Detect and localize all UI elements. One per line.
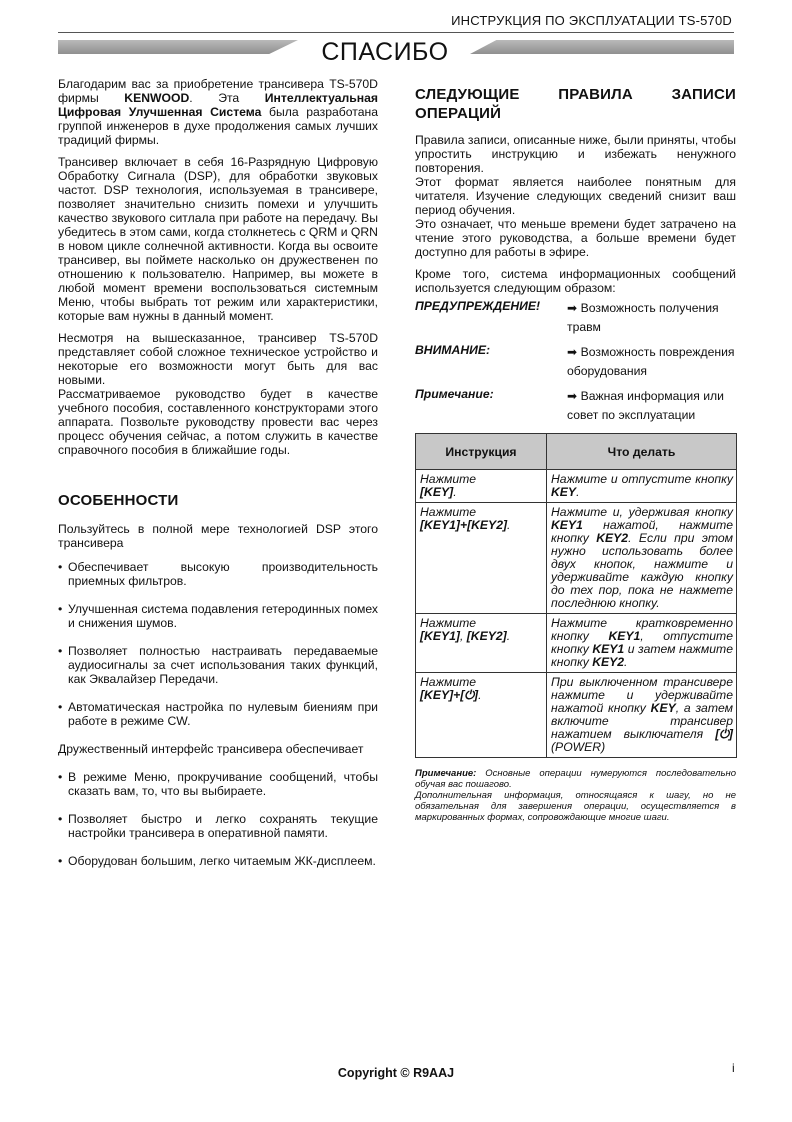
instruction-cell: Нажмите [KEY]. xyxy=(416,470,547,503)
right-column xyxy=(415,85,736,823)
list-item: • В режиме Меню, прокручивание сообщений, чтобы сказать вам, то, что вы выбираете. xyxy=(58,770,378,798)
list-item: • Обеспечивает высокую производительность приемных фильтров. xyxy=(58,560,378,588)
instruction-cell: Нажмите [KEY1], [KEY2]. xyxy=(416,614,547,673)
action-cell: Нажмите и отпустите кнопку KEY. xyxy=(547,470,737,503)
rules-paragraph-2: Этот формат является наиболее понятным для читателя. Изучение следующих сведений снизит ваш период обучения. xyxy=(415,175,736,217)
system-name: Интеллектуальная Цифровая Улучшенная Система xyxy=(58,91,378,119)
table-header-row xyxy=(416,434,737,470)
instruction-cell: Нажмите [KEY]+[⏻]. xyxy=(416,673,547,758)
action-cell: Нажмите кратковременно кнопку KEY1, отпустите кнопку KEY1 и затем нажмите кнопку KEY2. xyxy=(547,614,737,673)
list-item: • Оборудован большим, легко читаемым ЖК-дисплеем. xyxy=(58,854,376,868)
features-heading: ОСОБЕННОСТИ xyxy=(58,492,179,509)
complexity-paragraph: Несмотря на вышесказанное, трансивер TS-570D представляет собой сложное техническое устройство и некоторые его возможности могут быть для вас новыми. xyxy=(58,331,378,387)
label-warning: ПРЕДУПРЕЖДЕНИЕ! ➡ Возможность получения травм xyxy=(415,299,719,334)
title-bar-right xyxy=(470,40,734,54)
rules-heading-line2: ОПЕРАЦИЙ xyxy=(415,105,502,122)
left-column xyxy=(58,77,378,882)
table-note: Примечание: Основные операции нумеруются последовательно обучая вас пошагово. Дополнительная информация, относящаяся к шагу, но не обязательная для завершения операции, осуществляется в маркированных формах, сопровождающие многие шаги. xyxy=(415,768,736,823)
bullet-icon: • xyxy=(58,700,63,714)
table-row xyxy=(416,470,737,503)
bullet-icon: • xyxy=(58,644,63,658)
brand-name: KENWOOD xyxy=(124,91,190,105)
bullet-icon: • xyxy=(58,560,63,574)
column-header-instruction: Инструкция xyxy=(416,434,547,470)
table-row xyxy=(416,503,737,614)
table-row xyxy=(416,673,737,758)
table-row xyxy=(416,614,737,673)
interface-list xyxy=(58,770,378,868)
bullet-icon: • xyxy=(58,602,63,616)
conventions-table xyxy=(415,433,737,758)
features-intro: Пользуйтесь в полной мере технологией DSP этого трансивера xyxy=(58,522,378,550)
table-body xyxy=(416,470,737,758)
bullet-icon: • xyxy=(58,854,63,868)
page-title: СПАСИБО xyxy=(321,38,449,66)
features-list xyxy=(58,560,378,728)
copyright: Copyright © R9AAJ xyxy=(337,1066,455,1080)
rules-heading-line1: СЛЕДУЮЩИЕ ПРАВИЛА ЗАПИСИ xyxy=(415,86,736,103)
instruction-cell: Нажмите [KEY1]+[KEY2]. xyxy=(416,503,547,614)
header-rule xyxy=(58,32,734,33)
list-item: • Автоматическая настройка по нулевым биениям при работе в режиме CW. xyxy=(58,700,378,728)
bullet-icon: • xyxy=(58,812,63,826)
list-item: • Позволяет полностью настраивать передаваемые аудиосигналы за счет использования таких функций, как Эквалайзер Передачи. xyxy=(58,644,378,686)
rules-paragraph-3: Это означает, что меньше времени будет затрачено на чтение этого руководства, а больше времени будет доступно для работы в эфире. xyxy=(415,217,736,259)
list-item: • Позволяет быстро и легко сохранять текущие настройки трансивера в оперативной памяти. xyxy=(58,812,378,840)
label-caution: ВНИМАНИЕ: ➡ Возможность повреждения оборудования xyxy=(415,343,735,378)
page-number: i xyxy=(732,1061,735,1075)
running-head: ИНСТРУКЦИЯ ПО ЭКСПЛУАТАЦИИ TS-570D xyxy=(451,13,732,28)
rules-paragraph-1: Правила записи, описанные ниже, были приняты, чтобы упростить инструкцию и избежать ненужного повторения. xyxy=(415,133,736,175)
intro-paragraph: Благодарим вас за приобретение трансивера TS-570D фирмы KENWOOD. Эта Интеллектуальная Цифровая Улучшенная Система была разработана группой инженеров в духе продолжения самых лучших традиций фирмы. xyxy=(58,77,378,147)
bullet-icon: • xyxy=(58,770,63,784)
manual-paragraph: Рассматриваемое руководство будет в качестве учебного пособия, составленного конструкторами этого аппарата. Позвольте руководству провести вас через процесс обучения сейчас, а потом служить в качестве справочного пособия в ближайшие годы. xyxy=(58,387,378,457)
interface-intro: Дружественный интерфейс трансивера обеспечивает xyxy=(58,742,364,756)
column-header-action: Что делать xyxy=(547,434,737,470)
action-cell: При выключенном трансивере нажмите и удерживайте нажатой кнопку KEY, а затем включите трансивер нажатием выключателя [⏻](POWER) xyxy=(547,673,737,758)
dsp-paragraph: Трансивер включает в себя 16-Разрядную Цифровую Обработку Сигнала (DSP), для обработки звуковых частот. DSP технология, используемая в трансивере, позволяет значительно снизить помехи и улучшить качество звукового ситлала при работе на передачу. Вы убедитесь в этом сами, когда столкнетесь с QRM и QRN в новом цикле солнечной активности. Когда вы освоите трансивер, вы поймете насколько он дружественен по отношению к пользователю. Например, вы можете в любой момент времени воспользоваться системным Меню, чтобы выбрать тот режим или характеристики, которые вам нужны в данный момент. xyxy=(58,155,378,323)
rules-paragraph-4: Кроме того, система информационных сообщений используется следующим образом: xyxy=(415,267,736,295)
label-note: Примечание: ➡ Важная информация или совет по эксплуатации xyxy=(415,387,724,422)
title-bar-left xyxy=(58,40,298,54)
action-cell: Нажмите и, удерживая кнопку KEY1 нажатой, нажмите кнопку KEY2. Если при этом нужно использовать более двух кнопок, нажмите и удерживайте каждую кнопку до тех пор, пока не нажмете последнюю кнопку. xyxy=(547,503,737,614)
list-item: • Улучшенная система подавления гетеродинных помех и снижения шумов. xyxy=(58,602,378,630)
